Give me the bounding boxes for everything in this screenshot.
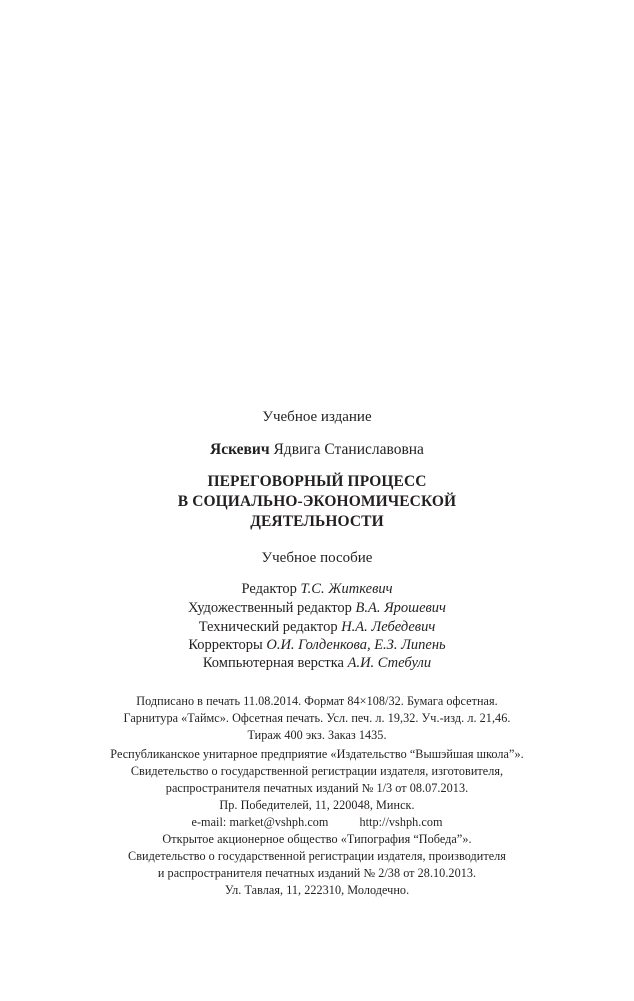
credit-role: Художественный редактор bbox=[188, 600, 352, 616]
author-line bbox=[0, 442, 634, 458]
print-info-line-3: Тираж 400 экз. Заказ 1435. bbox=[247, 728, 387, 742]
credit-role: Технический редактор bbox=[198, 619, 338, 635]
credit-technical-editor bbox=[0, 620, 634, 635]
credit-proofreaders bbox=[0, 638, 634, 653]
publisher-email: e-mail: market@vshph.com bbox=[191, 815, 329, 829]
publisher-line-1: Республиканское унитарное предприятие «Издательство “Вышэйшая школа”». bbox=[110, 747, 524, 761]
credit-name: А.И. Стебули bbox=[347, 655, 432, 671]
credit-role: Компьютерная верстка bbox=[202, 655, 344, 671]
print-info-line-2: Гарнитура «Таймс». Офсетная печать. Усл. печ. л. 19,32. Уч.-изд. л. 21,46. bbox=[123, 711, 511, 725]
printer-line-3: и распространителя печатных изданий № 2/38 от 28.10.2013. bbox=[157, 866, 477, 880]
publisher-line-2: Свидетельство о государственной регистрации издателя, изготовителя, bbox=[130, 764, 504, 778]
printer-line-2: Свидетельство о государственной регистрации издателя, производителя bbox=[128, 849, 506, 863]
publisher-contacts bbox=[0, 816, 634, 828]
credit-editor bbox=[0, 582, 634, 597]
book-title-line-2: В СОЦИАЛЬНО-ЭКОНОМИЧЕСКОЙ bbox=[177, 493, 457, 510]
credit-role: Редактор bbox=[241, 581, 297, 597]
book-title-line-3: ДЕЯТЕЛЬНОСТИ bbox=[250, 513, 384, 530]
credit-name: О.И. Голденкова, Е.З. Липень bbox=[266, 637, 446, 653]
publisher-line-4: Пр. Победителей, 11, 220048, Минск. bbox=[219, 798, 415, 812]
printer-line-1: Открытое акционерное общество «Типография “Победа”». bbox=[162, 832, 472, 846]
print-info-line-1: Подписано в печать 11.08.2014. Формат 84×108/32. Бумага офсетная. bbox=[136, 694, 498, 708]
publisher-line-3: распространителя печатных изданий № 1/3 от 08.07.2013. bbox=[165, 781, 469, 795]
author-surname: Яскевич bbox=[210, 441, 270, 458]
book-title-line-1: ПЕРЕГОВОРНЫЙ ПРОЦЕСС bbox=[207, 473, 427, 490]
credit-name: Т.С. Житкевич bbox=[300, 581, 393, 597]
credit-art-editor bbox=[0, 601, 634, 616]
printer-line-4: Ул. Тавлая, 11, 222310, Молодечно. bbox=[224, 883, 410, 897]
book-subtitle: Учебное пособие bbox=[261, 550, 373, 566]
publisher-website: http://vshph.com bbox=[359, 815, 443, 829]
credit-name: Н.А. Лебедевич bbox=[341, 619, 436, 635]
author-given-names: Ядвига Станиславовна bbox=[273, 441, 424, 458]
credit-name: В.А. Ярошевич bbox=[355, 600, 446, 616]
edition-type: Учебное издание bbox=[262, 409, 372, 425]
credit-role: Корректоры bbox=[188, 637, 263, 653]
credit-layout bbox=[0, 656, 634, 671]
